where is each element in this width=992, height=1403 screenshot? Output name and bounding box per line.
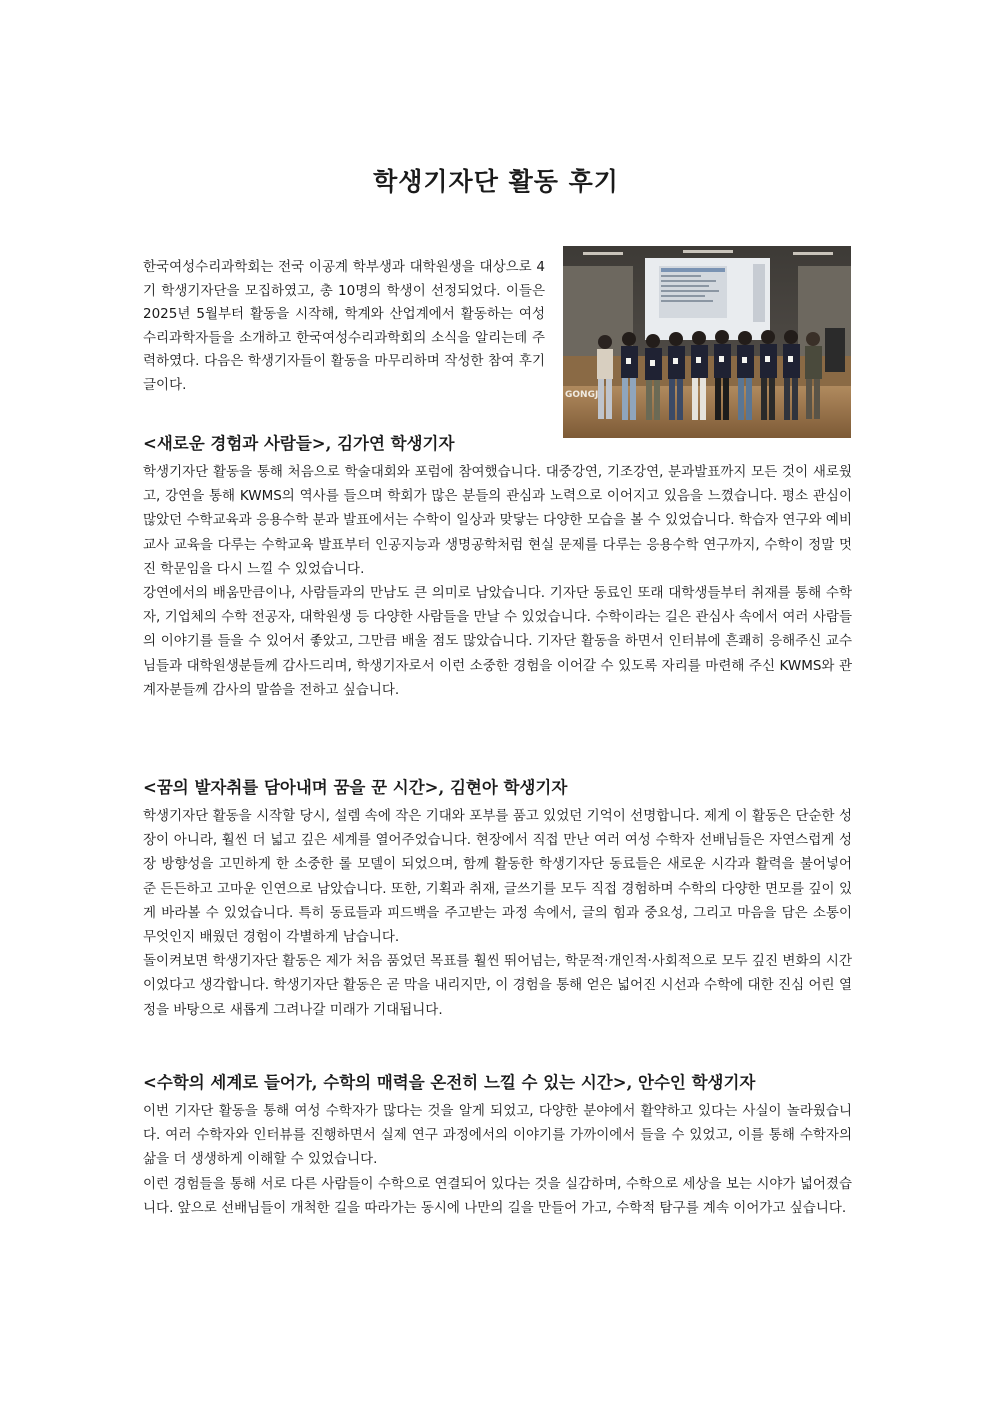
intro-paragraph: 한국여성수리과학회는 전국 이공계 학부생과 대학원생을 대상으로 4기 학생기자단을 모집하였고, 총 10명의 학생이 선정되었다. 이들은 2025년 5월부터 활동을 시작해, 학계와 산업계에서 활동하는 여성수리과학자들을 소개하고 한국여성수리과학회의 소식을 알리는데 주력하였다. 다음은 학생기자들이 활동을 마무리하며 작성한 참여 후기 글이다. — [143, 259, 545, 393]
section-heading: <새로운 경험과 사람들>, 김가연 학생기자 — [143, 434, 455, 453]
section-paragraph: 학생기자단 활동을 통해 처음으로 학술대회와 포럼에 참여했습니다. 대중강연, 기조강연, 분과발표까지 모든 것이 새로웠고, 강연을 통해 KWMS의 역사를 들으며 학회가 많은 분들의 관심과 노력으로 이어지고 있음을 느꼈습니다. 평소 관심이 많았던 수학교육과 응용수학 분과 발표에서는 수학이 일상과 맞닿는 다양한 모습을 볼 수 있었습니다. 학습자 연구와 예비 교사 교육을 다루는 수학교육 발표부터 인공지능과 생명공학처럼 현실 문제를 다루는 응용수학 연구까지, 수학이 정말 멋진 학문임을 다시 느낄 수 있었습니다. — [143, 464, 852, 577]
section-paragraph: 이번 기자단 활동을 통해 여성 수학자가 많다는 것을 알게 되었고, 다양한 분야에서 활약하고 있다는 사실이 놀라웠습니다. 여러 수학자와 인터뷰를 진행하면서 실제 연구 과정에서의 이야기를 가까이에서 들을 수 있었고, 이를 통해 수학자의 삶을 더 생생하게 이해할 수 있었습니다. — [143, 1103, 852, 1168]
section-paragraph: 강연에서의 배움만큼이나, 사람들과의 만남도 큰 의미로 남았습니다. 기자단 동료인 또래 대학생들부터 취재를 통해 수학자, 기업체의 수학 전공자, 대학원생 등 다양한 사람들을 만날 수 있었습니다. 수학이라는 길은 관심사 속에서 여러 사람들의 이야기를 들을 수 있어서 좋았고, 그만큼 배울 점도 많았습니다. 기자단 활동을 하면서 인터뷰에 흔쾌히 응해주신 교수님들과 대학원생분들께 감사드리며, 학생기자로서 이런 소중한 경험을 이어갈 수 있도록 자리를 마련해 주신 KWMS와 관계자분들께 감사의 말씀을 전하고 싶습니다. — [143, 585, 852, 698]
section-kim-hyeona — [143, 774, 852, 1022]
group-photo — [563, 246, 851, 438]
section-kim-gayeon — [143, 430, 852, 702]
section-heading: <수학의 세계로 들어가, 수학의 매력을 온전히 느낄 수 있는 시간>, 안수인 학생기자 — [143, 1073, 756, 1092]
page-title: 학생기자단 활동 후기 — [373, 167, 619, 196]
section-heading: <꿈의 발자취를 담아내며 꿈을 꾼 시간>, 김현아 학생기자 — [143, 778, 568, 797]
section-an-suin — [143, 1069, 852, 1220]
section-paragraph: 돌이켜보면 학생기자단 활동은 제가 처음 품었던 목표를 훨씬 뛰어넘는, 학문적·개인적·사회적으로 모두 깊진 변화의 시간이었다고 생각합니다. 학생기자단 활동은 곧 막을 내리지만, 이 경험을 통해 얻은 넓어진 시선과 수학에 대한 진심 어린 열정을 바탕으로 새롭게 그려나갈 미래가 기대됩니다. — [143, 953, 852, 1018]
banner-text: GONGJ — [565, 390, 599, 400]
section-paragraph: 학생기자단 활동을 시작할 당시, 설렘 속에 작은 기대와 포부를 품고 있었던 기억이 선명합니다. 제게 이 활동은 단순한 성장이 아니라, 훨씬 더 넓고 깊은 세계를 열어주었습니다. 현장에서 직접 만난 여러 여성 수학자 선배님들은 자연스럽게 성장 방향성을 고민하게 한 소중한 롤 모델이 되었으며, 함께 활동한 학생기자단 동료들은 새로운 시각과 활력을 불어넣어 준 든든하고 고마운 인연으로 남았습니다. 또한, 기획과 취재, 글쓰기를 모두 직접 경험하며 수학의 다양한 면모를 깊이 있게 바라볼 수 있었습니다. 특히 동료들과 피드백을 주고받는 과정 속에서, 글의 힘과 중요성, 그리고 마음을 담은 소통이 무엇인지 배웠던 경험이 각별하게 남습니다. — [143, 808, 852, 946]
section-paragraph: 이런 경험들을 통해 서로 다른 사람들이 수학으로 연결되어 있다는 것을 실감하며, 수학으로 세상을 보는 시야가 넓어졌습니다. 앞으로 선배님들이 개척한 길을 따라가는 동시에 나만의 길을 만들어 가고, 수학적 탐구를 계속 이어가고 싶습니다. — [143, 1175, 852, 1216]
